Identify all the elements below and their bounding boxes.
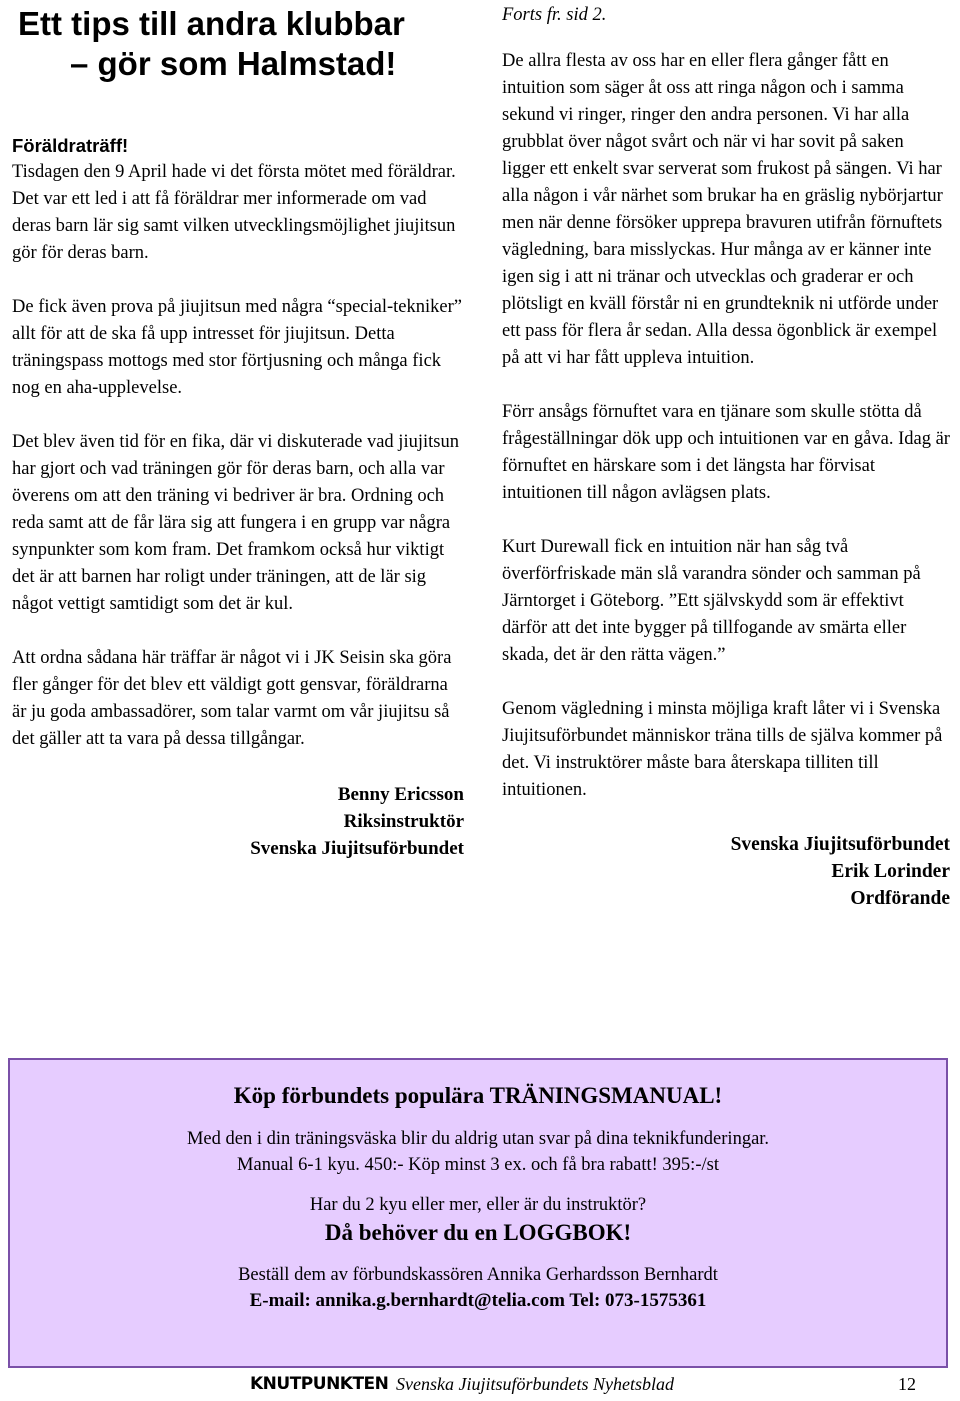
ad-line-1: Med den i din träningsväska blir du aldrig utan svar på dina teknikfunderingar. [186,1129,770,1149]
title-line-1: Ett tips till andra klubbar [18,5,405,42]
subheading: Föräldraträff! [12,135,129,156]
ad-order: Beställ dem av förbundskassören Annika Gerhardsson Bernhardt [238,1265,718,1285]
signature-org: Svenska Jiujitsuförbundet [730,834,950,855]
paragraph-4: Genom vägledning i minsta möjliga kraft låter vi i Svenska Jiujitsuförbundet människor träna tills de själva kommer på det. Vi instruktörer måste bara återskapa tilliten till intuitionen. [502,699,943,800]
newsletter-tagline: Svenska Jiujitsuförbundets Nyhetsblad [396,1374,674,1394]
right-column [502,0,950,912]
signature-block [502,831,950,912]
left-column [12,0,464,862]
signature-name: Benny Ericsson [337,784,464,805]
newsletter-brand: KNUTPUNKTEN [250,1374,389,1394]
signature-role: Riksinstruktör [343,811,464,832]
paragraph-4: Att ordna sådana här träffar är något vi i JK Seisin ska göra fler gånger för det blev ett väldigt gott gensvar, föräldrarna är ju goda ambassadörer, som talar varmt om vår jiujitsu så det gäller att ta vara på dessa tillgångar. [12,648,452,749]
ad-contact[interactable]: E-mail: annika.g.bernhardt@telia.com Tel: 073-1575361 [249,1290,707,1311]
signature-org: Svenska Jiujitsuförbundet [250,838,464,859]
continued-from: Forts fr. sid 2. [502,5,607,25]
paragraph-3: Det blev även tid för en fika, där vi diskuterade vad jiujitsun har gjort och vad träningen gör för deras barn, och alla var överens om att den träning vi bedriver är bra. Ordning och reda samt att de får lära sig att fungera i en grupp var några synpunkter som kom fram. Det framkom också hur viktigt det är att barnen har roligt under träningen, att de lär sig något vettigt samtidigt som det är kul. [12,432,459,614]
signature-name: Erik Lorinder [831,861,950,882]
page-number: 12 [898,1374,916,1394]
ad-headline: Köp förbundets populära TRÄNINGSMANUAL! [233,1083,723,1108]
advertisement-box [8,1058,948,1368]
paragraph-3: Kurt Durewall fick en intuition när han såg två överförfriskade män slå varandra sönder och samman på Järntorget i Göteborg. ”Ett självskydd som är effektivt därför att det inte bygger på tillfogande av smärta eller skada, det är den rätta vägen.” [502,537,921,665]
page-footer [0,1372,960,1400]
ad-loggbok: Då behöver du en LOGGBOK! [324,1220,632,1245]
article-title [18,4,464,84]
paragraph-1: Tisdagen den 9 April hade vi det första mötet med föräldrar. Det var ett led i att få föräldrar mer informerade om vad deras barn lär sig samt vilken utvecklingsmöjlighet jiujitsun gör för deras barn. [12,162,456,263]
signature-block [12,781,464,862]
paragraph-2: De fick även prova på jiujitsun med några “special-tekniker” allt för att de ska få upp intresset för jiujitsun. Detta träningspass mottogs med stor förtjusning och många fick nog en aha-upplevelse. [12,297,462,398]
signature-role: Ordförande [850,888,950,909]
ad-line-2: Manual 6-1 kyu. 450:- Köp minst 3 ex. och få bra rabatt! 395:-/st [237,1155,719,1175]
paragraph-1: De allra flesta av oss har en eller flera gånger fått en intuition som säger åt oss att ringa någon och i samma sekund vi ringer, ringer den andra personen. Vi har alla grubblat över något svårt och när vi har sovit på saken ligger ett enkelt svar serverat som frukost på sängen. Vi har alla någon i vår närhet som brukar ha en gräslig nybörjartur men när denne försöker upprepa bravuren utifrån förnuftets vägledning, bara misslyckas. Hur många av er känner inte igen sig i att ni tränar och utvecklas och graderar er och plötsligt en kväll förstår ni en grundteknik ni utförde under ett pass för flera år sedan. Alla dessa ögonblick är exempel på att vi har fått uppleva intuition. [502,51,943,368]
paragraph-2: Förr ansågs förnuftet vara en tjänare som skulle stötta då frågeställningar dök upp och intuitionen var en gåva. Idag är förnuftet en härskare som i det längsta har förvisat intuitionen till någon avlägsen plats. [502,402,950,503]
ad-question: Har du 2 kyu eller mer, eller är du instruktör? [309,1195,647,1215]
title-line-2: – gör som Halmstad! [70,45,397,82]
